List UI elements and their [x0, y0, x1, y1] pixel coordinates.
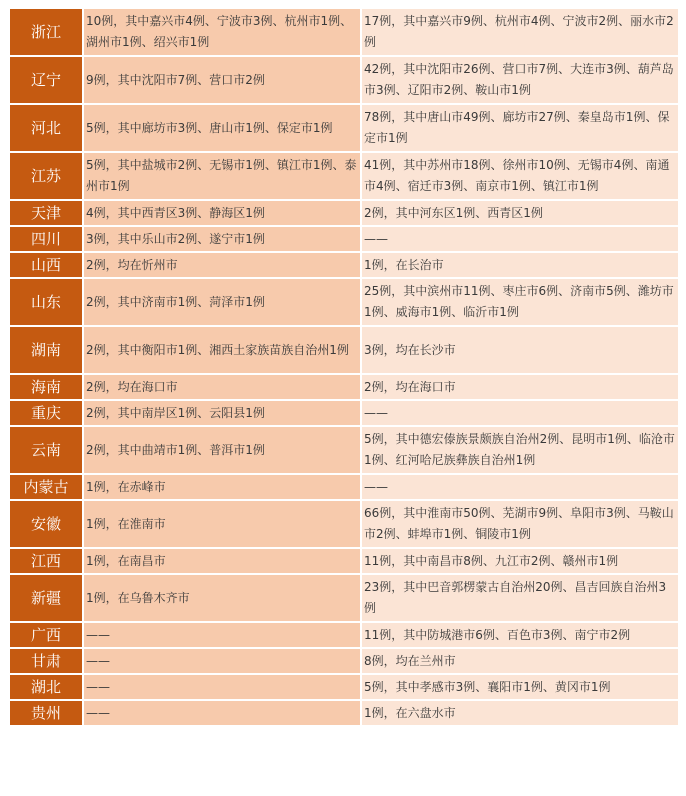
table-row: [9, 252, 679, 278]
first-period-cases-cell: 1例，在赤峰市: [83, 474, 361, 500]
first-period-cases-cell: ——: [83, 648, 361, 674]
second-period-cases-cell: ——: [361, 474, 679, 500]
table-body: [9, 8, 679, 726]
first-period-cases-cell: 5例，其中盐城市2例、无锡市1例、镇江市1例、泰州市1例: [83, 152, 361, 200]
table-row: [9, 400, 679, 426]
table-row: [9, 474, 679, 500]
province-cell: 山东: [9, 278, 83, 326]
province-cell: 辽宁: [9, 56, 83, 104]
first-period-cases-cell: ——: [83, 674, 361, 700]
second-period-cases-cell: 2例，均在海口市: [361, 374, 679, 400]
province-cell: 浙江: [9, 8, 83, 56]
province-cell: 安徽: [9, 500, 83, 548]
table-row: [9, 326, 679, 374]
table-row: [9, 152, 679, 200]
province-cell: 山西: [9, 252, 83, 278]
province-cell: 重庆: [9, 400, 83, 426]
second-period-cases-cell: 5例，其中孝感市3例、襄阳市1例、黄冈市1例: [361, 674, 679, 700]
first-period-cases-cell: 2例，其中衡阳市1例、湘西土家族苗族自治州1例: [83, 326, 361, 374]
table-row: [9, 574, 679, 622]
table-row: [9, 278, 679, 326]
first-period-cases-cell: 2例，其中济南市1例、菏泽市1例: [83, 278, 361, 326]
table-row: [9, 622, 679, 648]
second-period-cases-cell: 41例，其中苏州市18例、徐州市10例、无锡市4例、南通市4例、宿迁市3例、南京市1例、镇江市1例: [361, 152, 679, 200]
second-period-cases-cell: 2例，其中河东区1例、西青区1例: [361, 200, 679, 226]
second-period-cases-cell: 1例，在长治市: [361, 252, 679, 278]
second-period-cases-cell: ——: [361, 226, 679, 252]
second-period-cases-cell: 11例，其中南昌市8例、九江市2例、赣州市1例: [361, 548, 679, 574]
second-period-cases-cell: ——: [361, 400, 679, 426]
province-cell: 湖南: [9, 326, 83, 374]
province-cell: 河北: [9, 104, 83, 152]
second-period-cases-cell: 23例，其中巴音郭楞蒙古自治州20例、昌吉回族自治州3例: [361, 574, 679, 622]
first-period-cases-cell: 5例，其中廊坊市3例、唐山市1例、保定市1例: [83, 104, 361, 152]
table-row: [9, 648, 679, 674]
second-period-cases-cell: 17例，其中嘉兴市9例、杭州市4例、宁波市2例、丽水市2例: [361, 8, 679, 56]
table-row: [9, 426, 679, 474]
province-cell: 贵州: [9, 700, 83, 726]
table-row: [9, 200, 679, 226]
province-cell: 天津: [9, 200, 83, 226]
province-cell: 新疆: [9, 574, 83, 622]
table-row: [9, 674, 679, 700]
province-cell: 甘肃: [9, 648, 83, 674]
province-cell: 云南: [9, 426, 83, 474]
second-period-cases-cell: 1例，在六盘水市: [361, 700, 679, 726]
table-row: [9, 104, 679, 152]
province-cell: 广西: [9, 622, 83, 648]
first-period-cases-cell: 1例，在乌鲁木齐市: [83, 574, 361, 622]
first-period-cases-cell: ——: [83, 622, 361, 648]
second-period-cases-cell: 42例，其中沈阳市26例、营口市7例、大连市3例、葫芦岛市3例、辽阳市2例、鞍山市1例: [361, 56, 679, 104]
first-period-cases-cell: 1例，在淮南市: [83, 500, 361, 548]
table-row: [9, 226, 679, 252]
table-row: [9, 700, 679, 726]
first-period-cases-cell: 9例，其中沈阳市7例、营口市2例: [83, 56, 361, 104]
first-period-cases-cell: 2例，其中曲靖市1例、普洱市1例: [83, 426, 361, 474]
second-period-cases-cell: 5例，其中德宏傣族景颇族自治州2例、昆明市1例、临沧市1例、红河哈尼族彝族自治州1例: [361, 426, 679, 474]
table-row: [9, 500, 679, 548]
first-period-cases-cell: ——: [83, 700, 361, 726]
province-cell: 湖北: [9, 674, 83, 700]
table-row: [9, 56, 679, 104]
case-distribution-table: [8, 7, 680, 727]
province-cell: 海南: [9, 374, 83, 400]
province-cell: 四川: [9, 226, 83, 252]
first-period-cases-cell: 2例，均在忻州市: [83, 252, 361, 278]
second-period-cases-cell: 3例，均在长沙市: [361, 326, 679, 374]
first-period-cases-cell: 2例，均在海口市: [83, 374, 361, 400]
first-period-cases-cell: 1例，在南昌市: [83, 548, 361, 574]
second-period-cases-cell: 25例，其中滨州市11例、枣庄市6例、济南市5例、潍坊市1例、威海市1例、临沂市1例: [361, 278, 679, 326]
table-row: [9, 8, 679, 56]
province-cell: 江西: [9, 548, 83, 574]
province-cell: 内蒙古: [9, 474, 83, 500]
second-period-cases-cell: 8例，均在兰州市: [361, 648, 679, 674]
first-period-cases-cell: 4例，其中西青区3例、静海区1例: [83, 200, 361, 226]
province-cell: 江苏: [9, 152, 83, 200]
first-period-cases-cell: 10例，其中嘉兴市4例、宁波市3例、杭州市1例、湖州市1例、绍兴市1例: [83, 8, 361, 56]
second-period-cases-cell: 11例，其中防城港市6例、百色市3例、南宁市2例: [361, 622, 679, 648]
second-period-cases-cell: 78例，其中唐山市49例、廊坊市27例、秦皇岛市1例、保定市1例: [361, 104, 679, 152]
first-period-cases-cell: 3例，其中乐山市2例、遂宁市1例: [83, 226, 361, 252]
first-period-cases-cell: 2例，其中南岸区1例、云阳县1例: [83, 400, 361, 426]
second-period-cases-cell: 66例，其中淮南市50例、芜湖市9例、阜阳市3例、马鞍山市2例、蚌埠市1例、铜陵市1例: [361, 500, 679, 548]
table-row: [9, 548, 679, 574]
table-row: [9, 374, 679, 400]
